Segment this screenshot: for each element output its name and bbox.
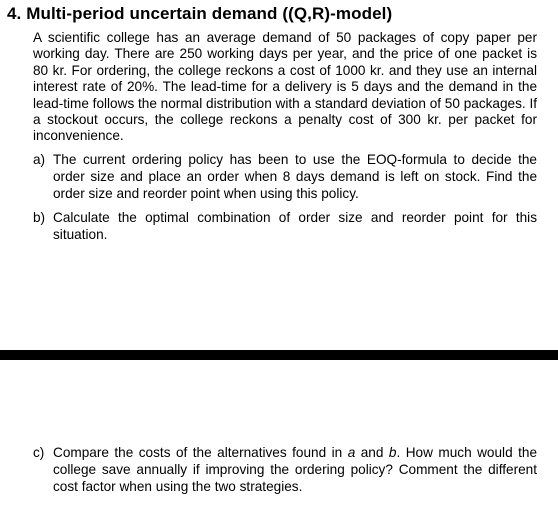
question-c-text-part-2: and — [355, 445, 389, 460]
question-c-text — [53, 445, 537, 495]
question-c-text-part-1: Compare the costs of the alternatives found in — [53, 445, 348, 460]
question-c-marker: c) — [33, 445, 45, 460]
problem-heading: 4. Multi-period uncertain demand ((Q,R)-model) — [7, 4, 393, 23]
question-a-marker: a) — [33, 152, 46, 167]
question-a — [33, 152, 537, 202]
question-b — [33, 210, 537, 244]
question-c-text-part-3: . How much would the college save annually if improving the ordering policy? Comment the different cost factor when using the two strategies. — [53, 445, 538, 494]
question-c-ref-a: a — [347, 445, 356, 460]
question-c-ref-b: b — [388, 445, 397, 460]
page-divider — [0, 350, 558, 360]
question-b-text: Calculate the optimal combination of order size and reorder point for this situation. — [53, 210, 537, 242]
question-a-text: The current ordering policy has been to use the EOQ-formula to decide the order size and place an order when 8 days demand is left on stock. Find the order size and reorder point when using this policy. — [53, 152, 537, 201]
question-b-marker: b) — [33, 210, 46, 225]
question-c — [33, 445, 537, 495]
problem-statement: A scientific college has an average demand of 50 packages of copy paper per working day. There are 250 working days per year, and the price of one packet is 80 kr. For ordering, the college reckons a cost of 1000 kr. and they use an internal interest rate of 20%. The lead-time for a delivery is 5 days and the demand in the lead-time follows the normal distribution with a standard deviation of 50 packages. If a stockout occurs, the college reckons a penalty cost of 300 kr. per packet for inconvenience. — [33, 30, 537, 144]
